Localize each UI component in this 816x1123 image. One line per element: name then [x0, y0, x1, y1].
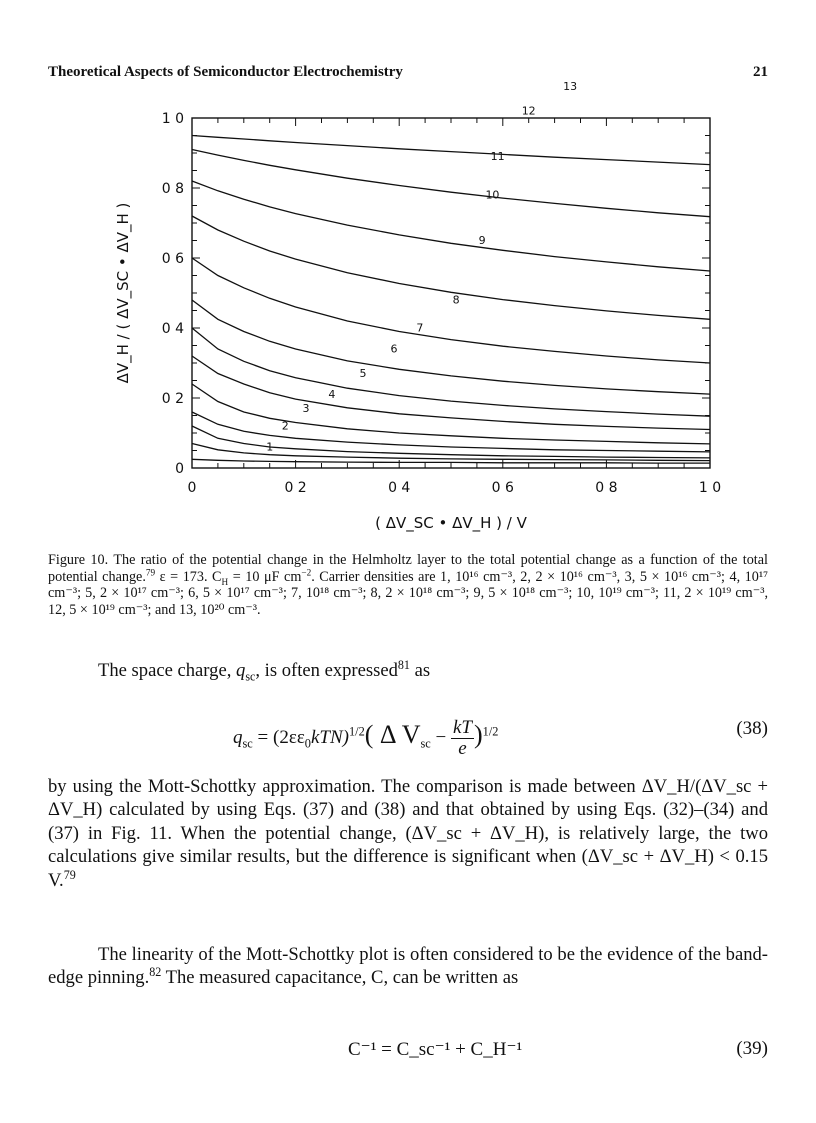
curve-label-1: 1	[266, 440, 274, 454]
eq39-number: (39)	[736, 1038, 768, 1059]
eq38-kt: kT	[453, 717, 472, 738]
caption-ref: 79	[145, 566, 156, 577]
x-tick-label: 0 2	[284, 480, 307, 496]
y-tick-label: 0 4	[161, 321, 184, 337]
eq38-zero: 0	[304, 736, 311, 751]
para3-text1: The linearity of the Mott-Schottky plot is often considered to be the evidence of the band-edge pinning.	[48, 944, 768, 989]
curve-label-9: 9	[478, 234, 486, 247]
curve-label-11: 11	[490, 150, 505, 163]
eq39-text: C⁻¹ = C_sc⁻¹ + C_H⁻¹	[348, 1039, 523, 1060]
para2-text: by using the Mott-Schottky approximation. The comparison is made between ΔV_H/(ΔV_sc + ΔV_H) calculated by using Eqs. (37) and (38) and that obtained by using Eqs. (32)–(34) and (37) in Fig. 11. When the potential change, (ΔV_sc + ΔV_H), is relatively large, the two calculations give similar results, but the difference is significant when (ΔV_sc + ΔV_H) < 0.15 V.	[48, 776, 768, 891]
eq38-vsc-sub: sc	[420, 736, 431, 751]
page-number: 21	[753, 64, 768, 80]
x-tick-label: 0	[187, 480, 197, 496]
curve-label-8: 8	[452, 293, 460, 307]
y-tick-label: 1 0	[161, 111, 184, 127]
eq38-half2: 1/2	[482, 724, 499, 739]
y-tick-label: 0 6	[161, 251, 184, 267]
paragraph-mott-schottky	[48, 775, 768, 892]
para3-ref: 82	[149, 965, 162, 980]
running-header-title: Theoretical Aspects of Semiconductor Electrochemistry	[48, 64, 403, 80]
curve-label-7: 7	[416, 321, 424, 335]
caption-params-1: ε = 173. C	[159, 568, 222, 585]
curve-label-6: 6	[390, 342, 398, 356]
equation-38	[48, 704, 768, 759]
figure-10-chart	[0, 0, 816, 560]
caption-densities: Carrier densities are 1, 10¹⁶ cm⁻³, 2, 2 × 10¹⁶ cm⁻³, 3, 5 × 10¹⁶ cm⁻³; 4, 10¹⁷ cm⁻³; 5, 2 × 10¹⁷ cm⁻³; 6, 5 × 10¹⁷ cm⁻³; 7, 10¹⁸ cm⁻³; 8, 2 × 10¹⁸ cm⁻³; 9, 5 × 10¹⁸ cm⁻³; 10, 10¹⁹ cm⁻³; 11, 2 × 10¹⁹ cm⁻³, 12, 5 × 10¹⁹ cm⁻³; and 13, 10²⁰ cm⁻³.	[48, 568, 769, 618]
caption-ch-sub: H	[221, 576, 229, 587]
para1-q: q	[236, 660, 246, 681]
para1-after: as	[409, 660, 431, 681]
eq38-minus: −	[430, 726, 451, 748]
curve-label-12: 12	[521, 104, 536, 118]
eq38-lhs-sub: sc	[242, 736, 253, 751]
caption-text: The ratio of the potential change in the Helmholtz layer to the total potential change as a function of the total potential change.	[48, 552, 768, 585]
y-axis-label: ΔV_H / ( ΔV_SC • ΔV_H )	[114, 202, 132, 384]
plot-frame	[192, 118, 710, 468]
x-tick-label: 1 0	[698, 480, 722, 496]
caption-params-2: = 10 μF cm	[232, 568, 302, 585]
x-tick-label: 0 4	[388, 480, 411, 496]
series-line-10	[192, 216, 710, 319]
x-tick-label: 0 6	[491, 480, 514, 496]
y-tick-label: 0 2	[161, 391, 184, 407]
x-axis-label: ( ΔV_SC • ΔV_H ) / V	[375, 514, 527, 532]
eq38-delta: ( Δ V	[364, 719, 421, 749]
caption-label: Figure 10.	[48, 552, 109, 568]
eq38-e: e	[458, 738, 467, 759]
paragraph-linearity	[48, 943, 768, 990]
para1-ref: 81	[397, 657, 410, 672]
para1-q-sub: sc	[245, 669, 256, 684]
equation-39	[48, 1038, 768, 1068]
curve-label-5: 5	[359, 367, 367, 380]
curve-label-2: 2	[281, 419, 289, 433]
eq38-close: )	[474, 719, 483, 749]
figure-caption: Figure 10. The ratio of the potential change in the Helmholtz layer to the total potential change as a function of the total potential change.$^{79}$ ε = 173. $C_H = 10$ μF $cm^{-2}$. Carrier densities are 1, 10¹⁶ cm⁻³, 2, 2 × 10¹⁶ cm⁻³, 3, 5 × 10¹⁶ cm⁻³; 4, 10¹⁷ cm⁻³; 5, 2 × 10¹⁷ cm⁻³; 6, 5 × 10¹⁷ cm⁻³; 7, 10¹⁸ cm⁻³; 8, 2 × 10¹⁸ cm⁻³; 9, 5 × 10¹⁸ cm⁻³; 10, 10¹⁹ cm⁻³; 11, 2 × 10¹⁹ cm⁻³, 12, 5 × 10¹⁹ cm⁻³; and 13, 10²⁰ cm⁻³.	[48, 552, 769, 618]
y-tick-label: 0	[175, 461, 184, 477]
series-line-9	[192, 258, 710, 363]
para1-middle: , is often expressed	[255, 660, 398, 681]
x-tick-label: 0 8	[595, 480, 618, 496]
curve-label-3: 3	[302, 402, 310, 415]
eq38-eq: = (2εε	[252, 726, 305, 748]
curve-label-10: 10	[485, 188, 500, 202]
series-line-13	[192, 136, 710, 165]
eq38-number: (38)	[736, 718, 768, 739]
series-line-11	[192, 181, 710, 271]
curve-label-4: 4	[328, 388, 336, 401]
paragraph-space-charge	[98, 659, 768, 682]
para2-ref: 79	[63, 867, 76, 882]
caption-params-exp: −2	[301, 566, 312, 577]
eq38-ktn: kTN)	[310, 726, 349, 748]
curve-label-13: 13	[563, 80, 578, 93]
y-tick-label: 0 8	[161, 181, 184, 197]
eq38-half1: 1/2	[348, 724, 365, 739]
series-line-8	[192, 300, 710, 394]
para1-before: The space charge,	[98, 660, 237, 681]
eq38-lhs: q	[233, 726, 243, 748]
para3-text2: The measured capacitance, C, can be written as	[161, 967, 519, 989]
